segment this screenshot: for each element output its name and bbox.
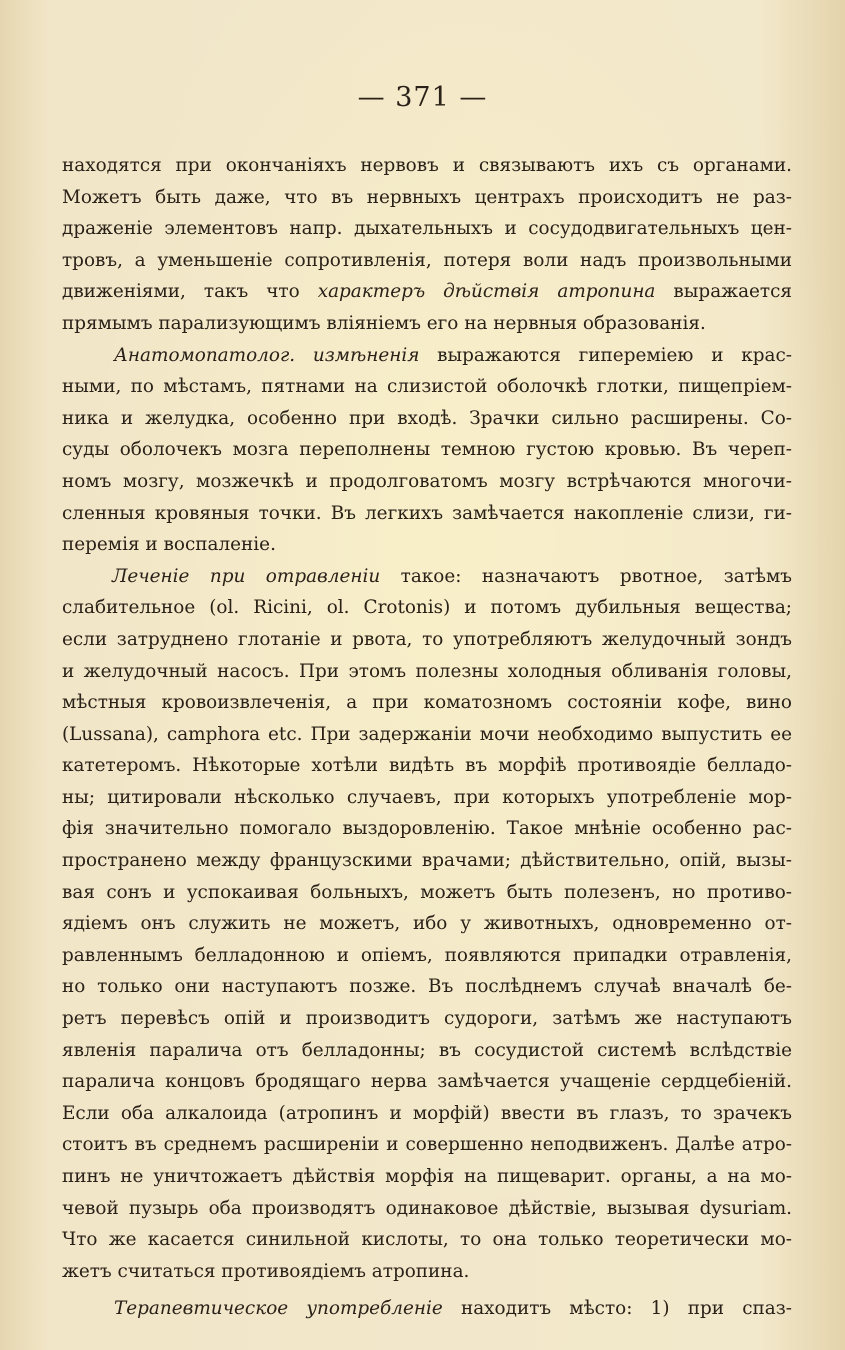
text-line: паралича концовъ бродящаго нерва замѣчается учащеніе сердцебіеній. <box>62 1071 792 1093</box>
text-line: вая сонъ и успокаивая больныхъ, можетъ быть полезенъ, но противо- <box>62 881 792 903</box>
text-line: чевой пузырь оба производятъ одинаковое дѣйствіе, вызывая dysuriam. <box>62 1197 792 1219</box>
text-run: выражается <box>655 281 792 303</box>
italic-heading: Терапевтическое употребленіе <box>114 1298 443 1320</box>
text-run: движеніями, такъ что <box>62 281 318 303</box>
text-line: пинъ не уничтожаетъ дѣйствія морфія на пищеварит. органы, а на мо- <box>62 1166 792 1187</box>
text-line: (Lussana), camphora etc. При задержаніи мочи необходимо выпустить ее <box>62 723 792 745</box>
text-line: слабительное (ol. Ricini, ol. Crotonis) и потомъ дубильныя вещества; <box>62 597 792 619</box>
text-run: выражаются гипереміею и крас- <box>419 344 792 366</box>
text-line: равленнымъ белладонною и опіемъ, появляются припадки отравленія, <box>62 944 792 966</box>
text-run: такое: назначаютъ рвотное, затѣмъ <box>380 565 792 587</box>
text-line: но только они наступаютъ позже. Въ послѣднемъ случаѣ вначалѣ бе- <box>62 976 792 998</box>
text-run: находитъ мѣсто: 1) при спаз- <box>442 1298 792 1320</box>
text-line: ретъ перевѣсъ опій и производитъ судороги, затѣмъ же наступаютъ <box>62 1008 792 1030</box>
text-line: перемія и воспаленіе. <box>62 534 276 556</box>
text-line: Можетъ быть даже, что въ нервныхъ центрахъ происходитъ не раз- <box>62 186 792 208</box>
text-line: ными, по мѣстамъ, пятнами на слизистой оболочкѣ глотки, пищепріем- <box>62 376 792 398</box>
text-line: стоитъ въ среднемъ расширеніи и совершенно неподвиженъ. Далѣе атро- <box>62 1134 792 1156</box>
text-line: катетеромъ. Нѣкоторые хотѣли видѣть въ морфіѣ противоядіе белладо- <box>62 755 792 777</box>
text-line: суды оболочекъ мозга переполнены темною густою кровью. Въ череп- <box>62 439 792 461</box>
text-line: пространено между французскими врачами; дѣйствительно, опій, вызы- <box>62 850 792 872</box>
text-line-with-italic <box>62 276 792 308</box>
text-line: ника и желудка, особенно при входѣ. Зрачки сильно расширены. Со- <box>62 407 792 429</box>
paragraph-1 <box>62 150 792 340</box>
paragraph-lead-line <box>62 340 792 372</box>
text-line: если затруднено глотаніе и рвота, то употребляютъ желудочный зондъ <box>62 628 792 650</box>
text-line: Что же касается синильной кислоты, то она только теоретически мо- <box>62 1229 792 1251</box>
text-line: жетъ считаться противоядіемъ атропина. <box>62 1260 470 1282</box>
paragraph-lead-line <box>62 561 792 593</box>
text-line: номъ мозгу, мозжечкѣ и продолговатомъ мозгу встрѣчаются многочи- <box>62 470 792 492</box>
text-line: явленія паралича отъ белладонны; въ сосудистой системѣ вслѣдствіе <box>62 1039 792 1061</box>
text-line: находятся при окончаніяхъ нервовъ и связываютъ ихъ съ органами. <box>62 155 792 176</box>
paragraph-lead-line <box>62 1293 792 1325</box>
page-body-text <box>62 150 792 1325</box>
text-line: и желудочный насосъ. При этомъ полезны холодныя обливанія головы, <box>62 660 792 682</box>
text-line: ны; цитировали нѣсколько случаевъ, при которыхъ употребленіе мор- <box>62 786 792 808</box>
text-line: Если оба алкалоида (атропинъ и морфій) ввести въ глазъ, то зрачекъ <box>62 1102 792 1124</box>
text-line: прямымъ парализующимъ вліяніемъ его на нервныя образованія. <box>62 312 706 334</box>
paragraph-3 <box>62 561 792 1288</box>
text-line: драженіе элементовъ напр. дыхательныхъ и сосудодвигательныхъ цен- <box>62 218 792 240</box>
text-line: фія значительно помогало выздоровленію. Такое мнѣніе особенно рас- <box>62 818 792 840</box>
text-line: тровъ, а уменьшеніе сопротивленія, потеря воли надъ произвольными <box>62 249 792 271</box>
italic-phrase: характеръ дѣйствія атропина <box>317 281 656 303</box>
paragraph-4 <box>62 1293 792 1325</box>
paragraph-2 <box>62 340 792 561</box>
italic-heading: Леченіе при отравленіи <box>112 565 381 587</box>
page-number: — 371 — <box>357 82 488 113</box>
text-line: мѣстныя кровоизвлеченія, а при коматозномъ состояніи кофе, вино <box>62 692 792 714</box>
text-line: сленныя кровяныя точки. Въ легкихъ замѣчается накопленіе слизи, ги- <box>62 502 792 524</box>
text-line: ядіемъ онъ служить не можетъ, ибо у животныхъ, одновременно от- <box>62 913 792 935</box>
italic-heading: Анатомопатолог. измѣненія <box>114 344 420 366</box>
